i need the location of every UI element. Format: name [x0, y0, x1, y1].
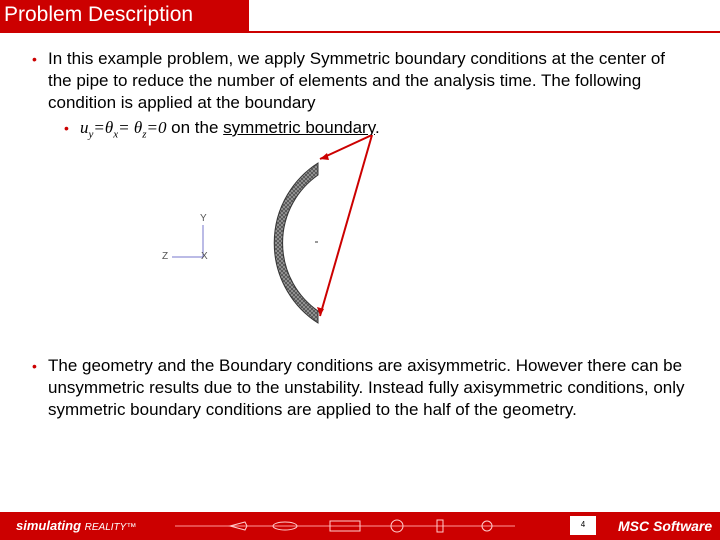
axis-y-label: Y [200, 213, 207, 224]
page-number: 4 [580, 520, 586, 529]
bullet-intro-text: In this example problem, we apply Symmetric boundary conditions at the center of the pipe to reduce the number of elements and the analysis time. The following condition is applied at the boundary [48, 49, 666, 112]
footer-decoration-icons [175, 518, 515, 534]
bullet-intro [32, 48, 688, 114]
page-number-box [570, 516, 596, 535]
bullet-geometry [32, 355, 688, 421]
axis-z-label: Z [162, 251, 169, 262]
condition-equation: $u_y=\theta_x= \theta_z=0$ [80, 118, 167, 141]
center-marker [315, 241, 318, 243]
slide-title: Problem Description [4, 3, 194, 26]
pipe-figure [150, 135, 390, 330]
bullet-dot-icon: • [32, 358, 37, 374]
pipe-half-ring-svg [150, 135, 390, 330]
condition-end-text: . [374, 118, 380, 137]
condition-middle-text: on the [166, 118, 224, 137]
axis-x-label: X [201, 251, 208, 262]
arrow-top-line [320, 135, 372, 159]
arrow-top-head [320, 153, 329, 160]
msc-logo: MSC Software [618, 518, 713, 534]
title-bar [0, 0, 249, 31]
footer-bar [0, 512, 720, 540]
title-rule [0, 31, 720, 33]
symmetric-boundary-text: symmetric boundary [223, 118, 375, 137]
footer-brand-reality: REALITY™ [84, 522, 137, 533]
footer-brand-text: simulating [16, 518, 82, 533]
bullet-dot-icon: • [32, 51, 37, 67]
bullet-geometry-text: The geometry and the Boundary conditions are axisymmetric. However there can be unsymmetric results due to the unstability. Instead fully axisymmetric conditions, only symmetric boundary conditions are applied to the half of the geometry. [48, 356, 685, 419]
bullet-dot-icon: • [64, 120, 69, 136]
arrow-bottom-line [320, 135, 372, 316]
pipe-mesh-ring [274, 163, 318, 323]
footer-brand [16, 518, 136, 533]
